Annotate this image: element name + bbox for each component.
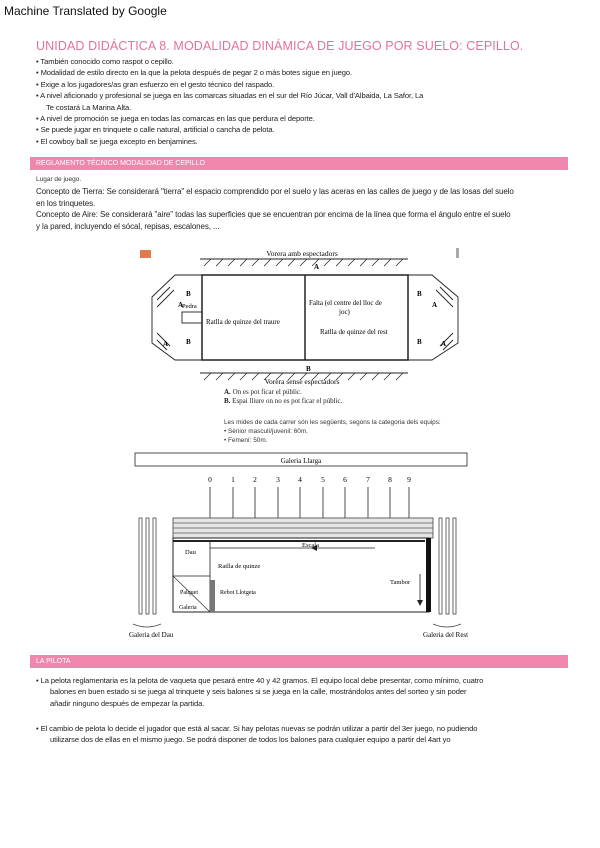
svg-text:Ratlla de quinze del rest: Ratlla de quinze del rest: [320, 328, 388, 336]
trinquet-diagram: [125, 452, 475, 644]
bullet-item: • A nivel de promoción se juega en todas las comarcas en las que perdura el deporte.: [36, 114, 315, 124]
legend-item-b: B. Espai lliure on no es pot ficar el públic.: [224, 397, 343, 405]
measures-senior: • Sènior masculí/juvenil: 60m.: [224, 428, 308, 435]
bullet-item-continuation: Te costará La Marina Alta.: [46, 102, 132, 112]
machine-translated-header: Machine Translated by Google: [4, 4, 167, 18]
bullet-item: • Exige a los jugadores/as gran esfuerzo en el gesto técnico del raspado.: [36, 79, 275, 89]
svg-text:5: 5: [321, 475, 325, 484]
bullet-item: • El cowboy ball se juega excepto en benjamines.: [36, 136, 198, 146]
tambor-wall: [426, 538, 431, 612]
svg-text:A: A: [163, 340, 169, 348]
svg-text:Ratlla de quinze: Ratlla de quinze: [218, 563, 261, 570]
svg-text:6: 6: [343, 475, 347, 484]
orange-marker: [140, 250, 151, 258]
bottom-label: Vorera sense espectadors: [264, 377, 340, 386]
section-header-reglamento: REGLAMENTO TÉCNICO MODALIDAD DE CEPILLO: [30, 157, 568, 170]
right-gallery-bars: [439, 518, 456, 614]
svg-text:9: 9: [407, 475, 411, 484]
measures-intro: Les mides de cada carrer són les següents, segons la categoria dels equips:: [224, 419, 441, 426]
paragraph-line: • El cambio de pelota lo decide el jugador que está al sacar. Si hay pelotas nuevas se podrán utilizar a partir del 3er juego, no pudiendo: [36, 724, 478, 733]
svg-text:A: A: [314, 263, 320, 271]
svg-text:B: B: [417, 290, 422, 298]
left-end-structure: [152, 275, 202, 360]
top-label: Vorera amb espectadors: [266, 249, 338, 258]
bullet-item: • También conocido como raspot o cepillo.: [36, 57, 174, 66]
concept-line: Concepto de Aire: Se considerará "aire" todas las superficies que se encuentran por encima de la línea que forma el ángulo entre el suelo: [36, 210, 511, 220]
intro-bullet-list: [36, 56, 576, 147]
legend-item-a: A. On es pot ficar el públic.: [224, 388, 302, 396]
svg-text:Galeria del Rest: Galeria del Rest: [423, 631, 469, 639]
svg-text:Palquet: Palquet: [180, 590, 198, 596]
bullet-item: • Se puede jugar en trinquete o calle natural, artificial o cancha de pelota.: [36, 125, 275, 135]
svg-text:4: 4: [298, 475, 302, 484]
concept-line: en los trinquetes.: [36, 198, 96, 208]
page-title: UNIDAD DIDÁCTICA 8. MODALIDAD DINÁMICA DE JUEGO POR SUELO: CEPILLO.: [36, 39, 524, 53]
bullet-item: • Modalidad de estilo directo en la que la pelota después de pegar 2 o más botes sigue en juego.: [36, 68, 353, 78]
svg-text:A: A: [432, 301, 438, 309]
paragraph-line: utilizarse dos de ellas en el mismo juego. Se podrá disponer de todos los balones para cualquier equipo a partir del 4art yo: [50, 735, 451, 745]
svg-text:Tambor: Tambor: [390, 579, 411, 586]
street-court-diagram: [130, 245, 475, 390]
measures-block: [224, 418, 441, 445]
paragraph-line: añadir ninguno después de empezar la partida.: [50, 698, 205, 708]
svg-text:8: 8: [388, 475, 392, 484]
section-header-pilota: LA PILOTA: [30, 655, 568, 668]
svg-text:3: 3: [276, 475, 280, 484]
svg-text:Galeria del Dau: Galeria del Dau: [129, 631, 174, 639]
paragraph-line: • La pelota reglamentaria es la pelota de vaqueta que pesará entre 40 y 42 gramos. El equipo local debe presentar, como mínimo, cuatro: [36, 676, 484, 685]
svg-text:Dau: Dau: [185, 549, 196, 556]
svg-text:joc): joc): [339, 308, 350, 316]
svg-text:1: 1: [231, 475, 235, 484]
svg-text:Falta (el centre del lloc de: Falta (el centre del lloc de: [309, 299, 382, 307]
svg-text:Rebot Llotgeta: Rebot Llotgeta: [220, 590, 256, 596]
diagram1-legend: [224, 388, 342, 406]
paragraph-line: balones en buen estado si se juega al trinquete y seis balones si se juega en la calle, mostrándolos antes del sorteo y sin poder: [50, 687, 467, 697]
left-gallery-bars: [139, 518, 156, 614]
galeria-llarga-label: Galeria Llarga: [280, 457, 322, 465]
pedra-label: Pedra: [182, 303, 197, 310]
svg-text:Galeria: Galeria: [179, 605, 197, 611]
svg-text:A: A: [178, 301, 184, 309]
svg-text:Ratlla de quinze del traure: Ratlla de quinze del traure: [206, 318, 280, 326]
concept-line: y la pared, incluyendo el sócal, repisas, escalones, ...: [36, 221, 220, 231]
svg-text:Escala: Escala: [302, 542, 319, 549]
svg-text:2: 2: [253, 475, 257, 484]
number-lines: [210, 487, 409, 518]
concept-line: Concepto de Tierra: Se considerará "tierra" el espacio comprendido por el suelo y las aceras en las calles de juego y de las losas del suelo: [36, 187, 514, 196]
pilota-paragraph-1: [36, 675, 576, 709]
lugar-label: Lugar de juego.: [36, 176, 82, 183]
top-hatch: [204, 259, 403, 266]
svg-text:7: 7: [366, 475, 370, 484]
svg-text:B: B: [306, 365, 311, 373]
concepts-paragraph: [36, 186, 576, 232]
gray-marker: [456, 248, 459, 258]
right-end-structure: [408, 275, 458, 360]
svg-text:B: B: [417, 338, 422, 346]
svg-text:B: B: [186, 338, 191, 346]
svg-text:B: B: [186, 290, 191, 298]
stands-lines: [173, 518, 433, 538]
bullet-item: • A nivel aficionado y profesional se juega en las comarcas situadas en el sur del Río Júcar, Vall d'Albaida, La Safor, La: [36, 91, 424, 101]
pilota-paragraph-2: [36, 723, 576, 746]
measures-femeni: • Femení: 50m.: [224, 437, 268, 444]
svg-text:A: A: [441, 340, 447, 348]
number-labels: [208, 475, 411, 484]
svg-text:0: 0: [208, 475, 212, 484]
